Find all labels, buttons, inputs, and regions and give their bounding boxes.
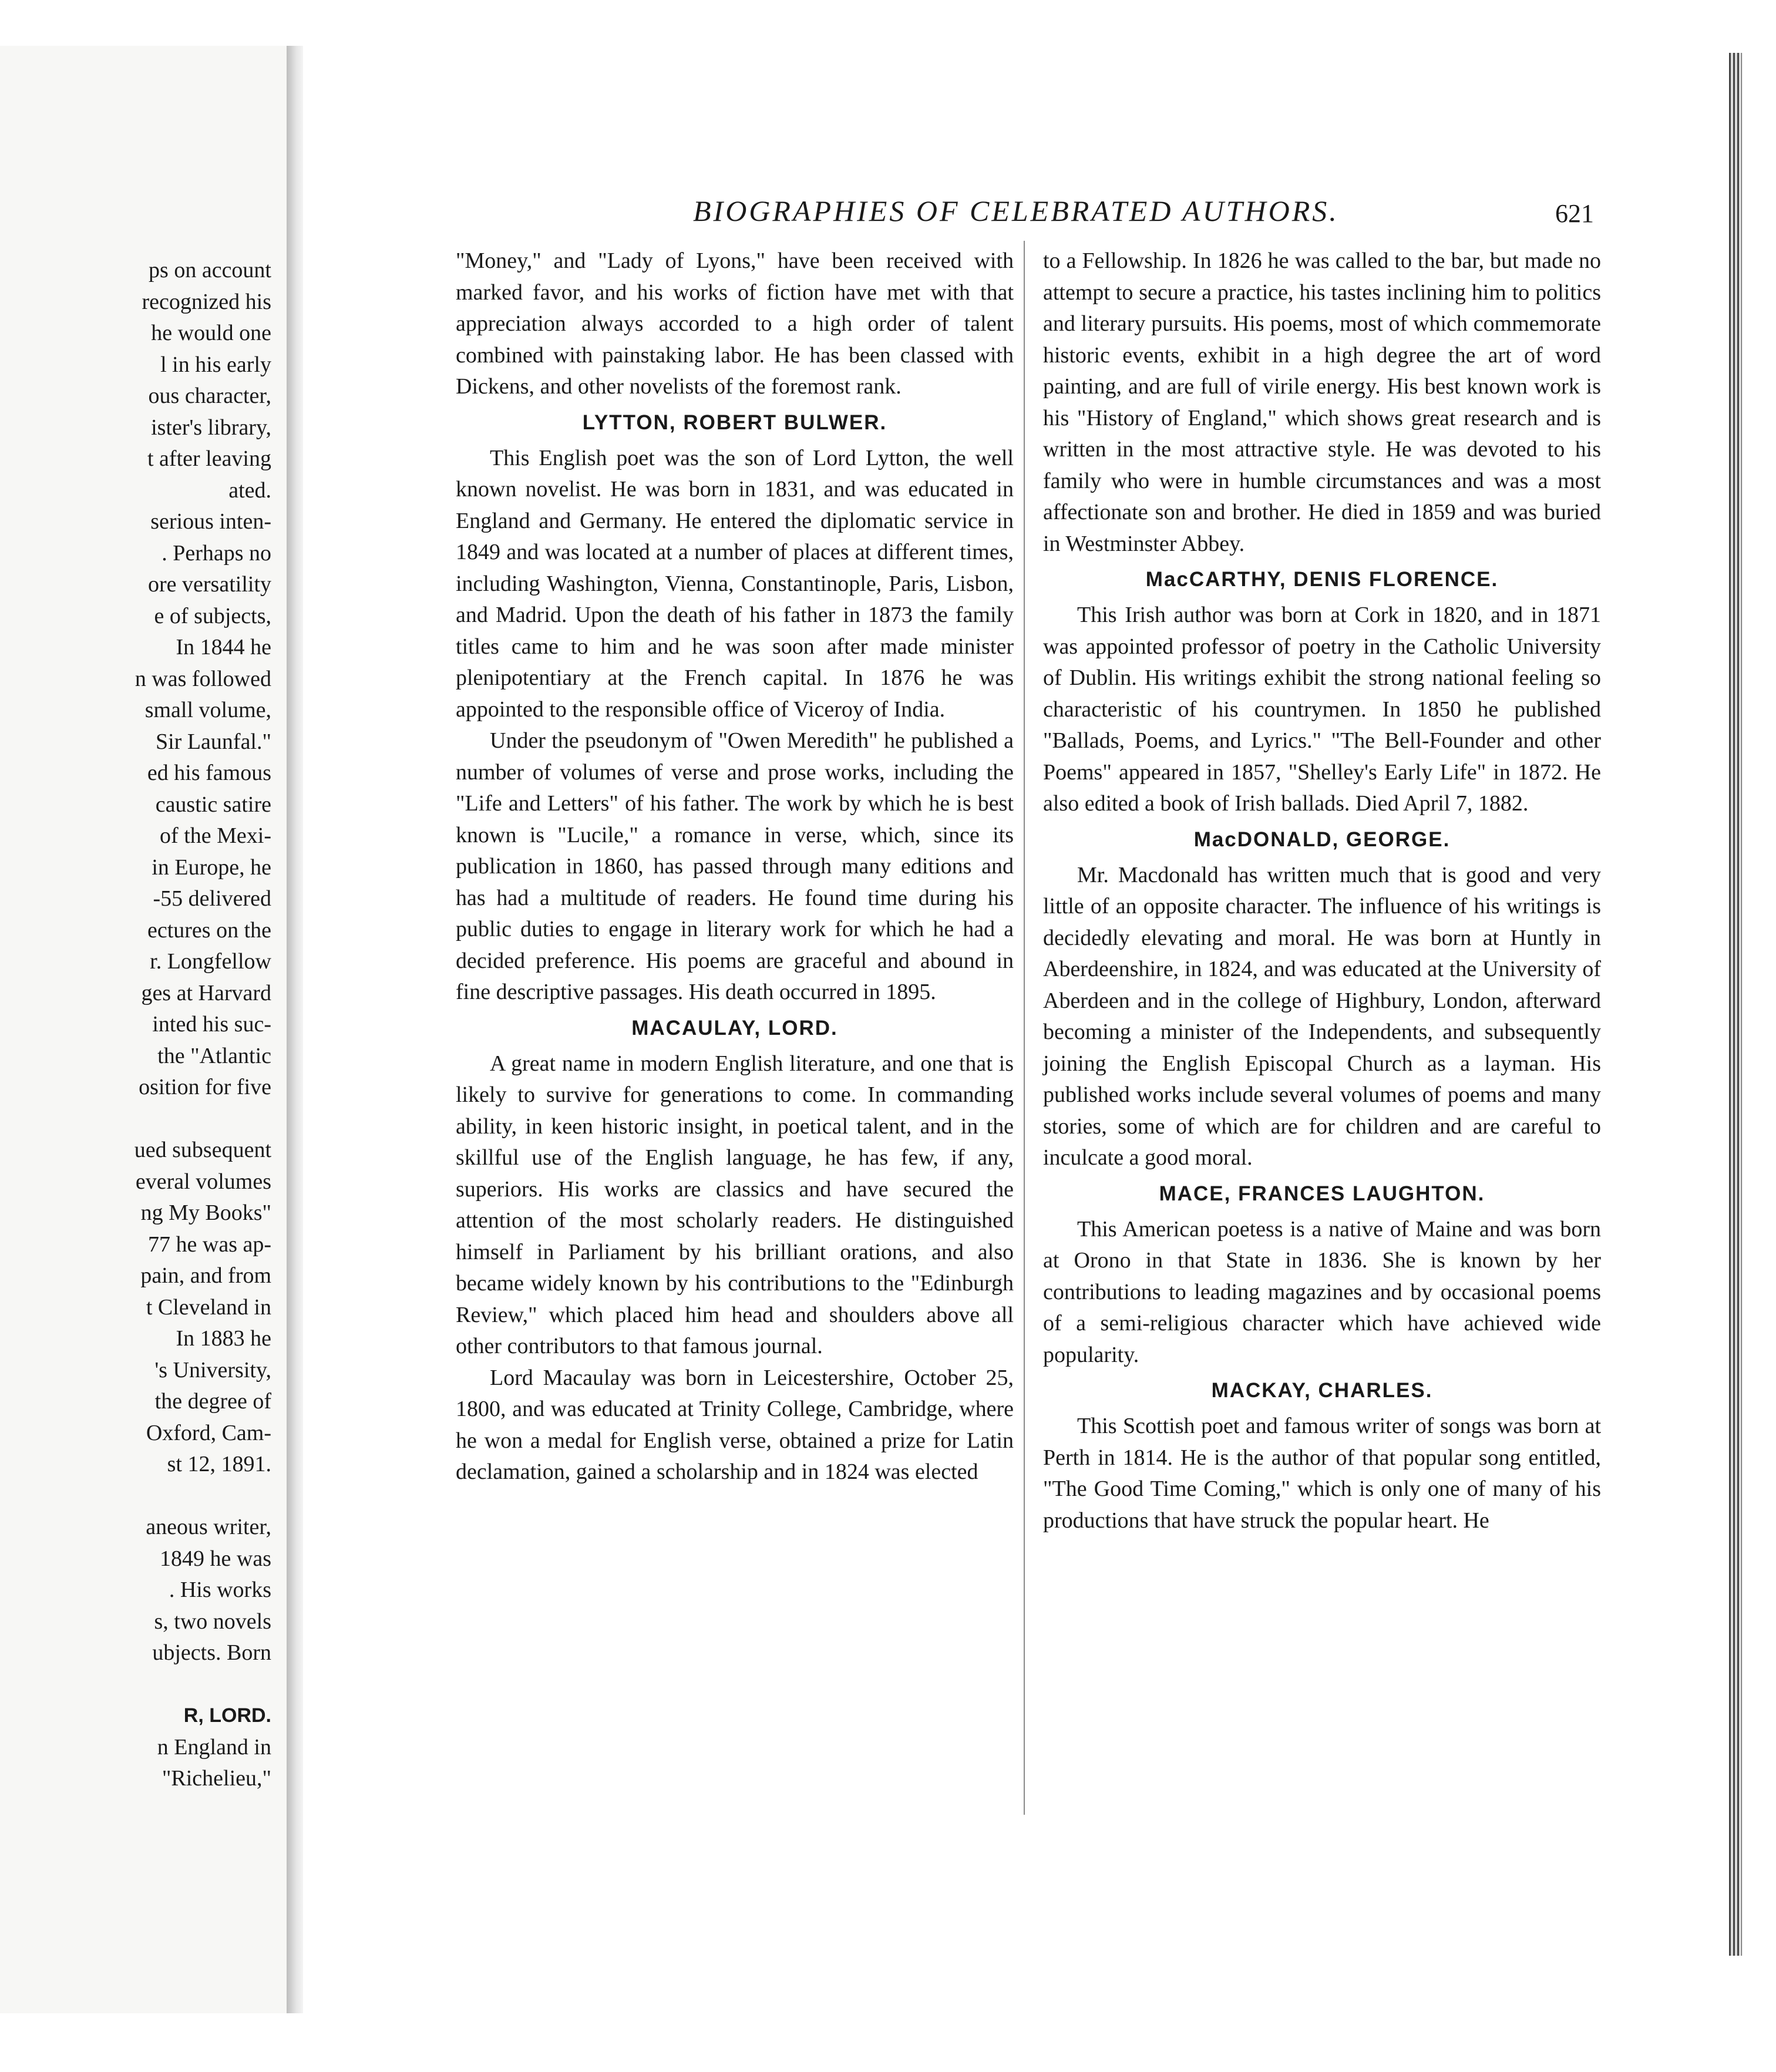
fragment-line: Sir Launfal." xyxy=(155,729,271,754)
fragment-line: ubjects. Born xyxy=(152,1640,271,1665)
fragment-line: pain, and from xyxy=(140,1263,271,1288)
fragment-line: s, two novels xyxy=(154,1609,271,1634)
fragment-line: l in his early xyxy=(160,352,271,377)
fragment-line: . His works xyxy=(169,1577,271,1602)
facing-page-text xyxy=(0,255,271,1795)
fragment-line: inted his suc- xyxy=(152,1012,271,1037)
book-gutter xyxy=(287,46,303,2013)
paragraph-mackay: This Scottish poet and famous writer of songs was born at Perth in 1814. He is the author of that popular song entitled, "The Good Time Coming," which is only one of many of his productions that have struck the popular heart. He xyxy=(1043,1414,1601,1533)
fragment-line: R, LORD. xyxy=(183,1704,271,1727)
fragment-line xyxy=(0,1669,271,1701)
fragment-line: aneous writer, xyxy=(146,1515,271,1539)
fragment-line: n England in xyxy=(157,1734,271,1760)
paragraph-lytton-1: This English poet was the son of Lord Lytton, the well known novelist. He was born in 1831, and was educated in England and Germany. He entered the diplomatic service in 1849 and was located at a number of places at different times, including Washington, Vienna, Constantinople, Paris, Lisbon, and Madrid. Upon the death of his father in 1873 the family titles came to him and he was soon after made minister plenipotentiary at the French capital. In 1876 he was appointed to the responsible office of Viceroy of India. xyxy=(456,445,1014,722)
paragraph-continuation: "Money," and "Lady of Lyons," have been received with marked favor, and his works of fiction have met with that appreciation always accorded to a high order of talent combined with painstaking labor. He has been classed with Dickens, and other novelists of the foremost rank. xyxy=(456,248,1014,399)
fragment-line: ister's library, xyxy=(151,415,271,440)
entry-heading-mace: MACE, FRANCES LAUGHTON. xyxy=(1159,1182,1485,1205)
paragraph-maccarthy: This Irish author was born at Cork in 1820, and in 1871 was appointed professor of poetry in the Catholic University of Dublin. His writings exhibit the strong national feeling so characteristic of his countrymen. In 1850 he published "Ballads, Poems, and Lyrics." "The Bell-Founder and other Poems" appeared in 1857, "Shelley's Early Life" in 1872. He also edited a book of Irish ballads. Died April 7, 1882. xyxy=(1043,603,1601,816)
fragment-line: he would one xyxy=(151,321,271,345)
fragment-line: ated. xyxy=(228,477,271,503)
fragment-line: ued subsequent xyxy=(134,1138,271,1162)
column-rule xyxy=(1024,241,1025,1815)
entry-heading-lytton: LYTTON, ROBERT BULWER. xyxy=(582,411,887,434)
facing-page-fragment xyxy=(0,46,288,2013)
fragment-line: in Europe, he xyxy=(152,855,271,880)
entry-heading-maccarthy: MacCARTHY, DENIS FLORENCE. xyxy=(1145,568,1499,591)
fragment-line: ges at Harvard xyxy=(141,980,271,1005)
fragment-line xyxy=(0,1481,271,1512)
fragment-line: caustic satire xyxy=(155,792,271,817)
fragment-line: of the Mexi- xyxy=(160,823,271,848)
fragment-line xyxy=(0,1104,271,1135)
fragment-line: ps on account xyxy=(149,258,271,282)
fragment-line: 1849 he was xyxy=(160,1546,271,1571)
fragment-line: "Richelieu," xyxy=(162,1766,271,1791)
entry-heading-macaulay: MACAULAY, LORD. xyxy=(631,1016,838,1040)
paragraph-macaulay-1: A great name in modern English literature, and one that is likely to survive for generations to come. In commanding ability, in keen historic insight, in poetical talent, and in the skillful use of the English language, he has few, if any, superiors. His works are classics and have secured the attention of the most scholarly readers. He distinguished himself in Parliament by his brilliant orations, and also became widely known by his contributions to the "Edinburgh Review," which placed him head and shoulders above all other contributors to that famous journal. xyxy=(456,1051,1014,1358)
fragment-line: . Perhaps no xyxy=(162,540,271,566)
paragraph-continuation: to a Fellowship. In 1826 he was called to the bar, but made no attempt to secure a practice, his tastes inclining him to politics and literary pursuits. His poems, most of which commemorate historic events, exhibit in a high degree the art of word painting, and are full of virile energy. His best known work is his "History of England," which shows great research and is written in the most attractive style. He was devoted to his family who were in humble circumstances and was a most affectionate son and brother. He died in 1859 and was buried in Westminster Abbey. xyxy=(1043,248,1601,556)
fragment-line: recognized his xyxy=(142,289,271,314)
fragment-line: e of subjects, xyxy=(154,603,271,628)
fragment-line: the "Atlantic xyxy=(157,1043,271,1068)
paragraph-lytton-2: Under the pseudonym of "Owen Meredith" he published a number of volumes of verse and prose works, including the "Life and Letters" of his father. The work by which he is best known is "Lucile," a romance in verse, which, since its publication in 1860, has passed through many editions and has had a multitude of readers. He found time during his public duties to engage in literary work for which he had a decided preference. His poems are graceful and abound in fine descriptive passages. His death occurred in 1895. xyxy=(456,728,1014,1004)
paragraph-mace: This American poetess is a native of Maine and was born at Orono in that State in 1836. She is known by her contributions to leading magazines and by occasional poems of a semi-religious character which have achieved wide popularity. xyxy=(1043,1216,1601,1367)
fragment-line: everal volumes xyxy=(135,1169,271,1194)
page-edge xyxy=(1729,53,1742,1956)
fragment-line: st 12, 1891. xyxy=(167,1452,271,1476)
fragment-line: ed his famous xyxy=(147,761,271,785)
text-column-left xyxy=(456,245,1014,1488)
fragment-line: -55 delivered xyxy=(153,886,271,911)
entry-heading-macdonald: MacDONALD, GEORGE. xyxy=(1193,828,1451,851)
fragment-line: ore versatility xyxy=(148,572,271,597)
text-column-right xyxy=(1043,245,1601,1536)
page-number: 621 xyxy=(1555,199,1594,228)
fragment-line: t Cleveland in xyxy=(146,1294,271,1320)
fragment-line: osition for five xyxy=(139,1075,271,1099)
paragraph-macaulay-2: Lord Macaulay was born in Leicestershire, October 25, 1800, and was educated at Trinity College, Cambridge, where he won a medal for English verse, obtained a prize for Latin declamation, gained a scholarship and in 1824 was elected xyxy=(456,1365,1014,1484)
entry-heading-mackay: MACKAY, CHARLES. xyxy=(1211,1379,1433,1402)
paragraph-macdonald: Mr. Macdonald has written much that is good and very little of an opposite character. The influence of his writings is decidedly elevating and moral. He was born at Huntly in Aberdeenshire, in 1824, and was educated at the University of Aberdeen and in the college of Highbury, London, afterward becoming a minister of the Independents, and subsequently joining the English Episcopal Church as a layman. His published works include several volumes of poems and many stories, some of which are for children and are careful to inculcate a good moral. xyxy=(1043,862,1601,1170)
fragment-line: the degree of xyxy=(154,1389,271,1414)
fragment-line: n was followed xyxy=(134,666,271,691)
fragment-line: ng My Books" xyxy=(140,1200,271,1225)
fragment-line: small volume, xyxy=(144,698,271,722)
fragment-line: Oxford, Cam- xyxy=(146,1420,271,1445)
fragment-line: ectures on the xyxy=(147,917,271,943)
fragment-line: In 1844 he xyxy=(176,635,271,660)
fragment-line: r. Longfellow xyxy=(150,949,271,974)
fragment-line: t after leaving xyxy=(147,446,271,471)
fragment-line: In 1883 he xyxy=(176,1326,271,1351)
fragment-line: serious inten- xyxy=(150,509,271,534)
fragment-line: 77 he was ap- xyxy=(148,1232,271,1257)
fragment-line: 's University, xyxy=(154,1357,271,1383)
running-head: BIOGRAPHIES OF CELEBRATED AUTHORS. xyxy=(693,194,1339,227)
fragment-line: ous character, xyxy=(148,384,271,408)
